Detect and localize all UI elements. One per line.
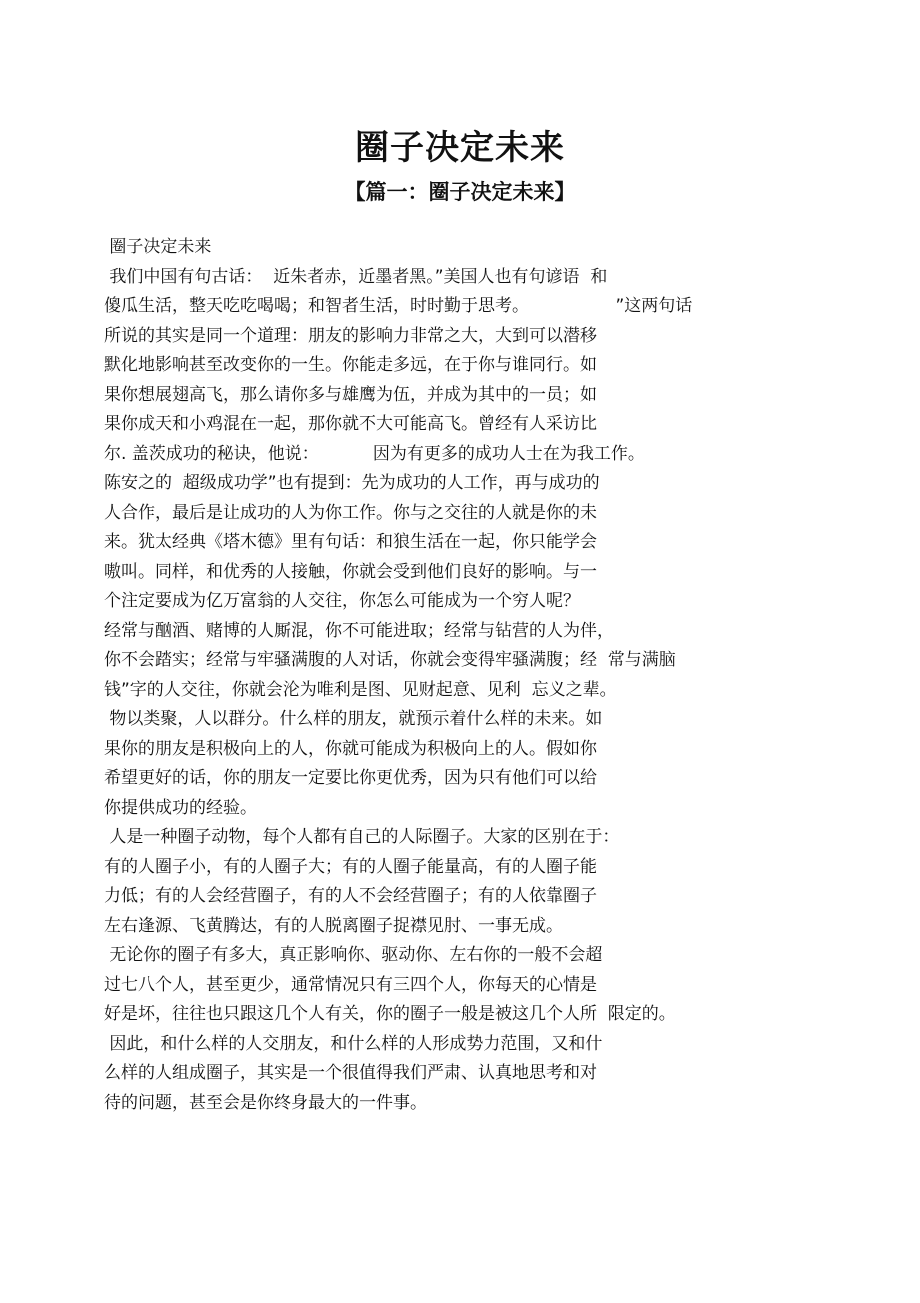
text-line: 个注定要成为亿万富翁的人交往，你怎么可能成为一个穷人呢？ (104, 591, 580, 611)
document-body (104, 233, 804, 1118)
text-line: 圈子决定未来 (104, 237, 212, 257)
text-line: 钱”字的人交往，你就会沦为唯利是图、见财起意、见利 忘义之辈。 (104, 679, 617, 700)
text-line: 你不会踏实；经常与牢骚满腹的人对话，你就会变得牢骚满腹；经 常与满脑 (104, 650, 676, 670)
text-line: 人合作，最后是让成功的人为你工作。你与之交往的人就是你的未 (104, 502, 597, 523)
text-line: 嗷叫。同样，和优秀的人接触，你就会受到他们良好的影响。与一 (104, 561, 597, 582)
text-line: 么样的人组成圈子，其实是一个很值得我们严肃、认真地思考和对 (104, 1063, 597, 1083)
text-line: 果你想展翅高飞，那么请你多与雄鹰为伍，并成为其中的一员；如 (104, 384, 597, 405)
text-line: 来。犹太经典《塔木德》里有句话：和狼生活在一起，你只能学会 (104, 532, 597, 552)
text-line: 有的人圈子小，有的人圈子大；有的人圈子能量高，有的人圈子能 (104, 856, 597, 877)
text-line: 默化地影响甚至改变你的一生。你能走多远，在于你与谁同行。如 (104, 355, 597, 375)
page-title: 圈子决定未来 (355, 128, 565, 168)
text-line: 左右逢源、飞黄腾达，有的人脱离圈子捉襟见肘、一事无成。 (104, 915, 563, 936)
text-line: 所说的其实是同一个道理：朋友的影响力非常之大，大到可以潜移 (104, 325, 597, 346)
text-line: 好是坏，往往也只跟这几个人有关，你的圈子一般是被这几个人所 限定的。 (104, 1004, 676, 1024)
text-line: 傻瓜生活，整天吃吃喝喝；和智者生活，时时勤于思考。 ”这两句话 (104, 296, 693, 316)
text-line: 尔. 盖茨成功的秘诀，他说： 因为有更多的成功人士在为我工作。 (104, 443, 645, 464)
section-heading: 【篇一：圈子决定未来】 (344, 180, 576, 204)
text-line: 陈安之的 超级成功学”也有提到：先为成功的人工作，再与成功的 (104, 473, 600, 493)
text-line: 过七八个人，甚至更少，通常情况只有三四个人，你每天的心情是 (104, 974, 597, 995)
text-line: 希望更好的话，你的朋友一定要比你更优秀，因为只有他们可以给 (104, 768, 597, 788)
text-line: 经常与酗酒、赌博的人厮混，你不可能进取；经常与钻营的人为伴， (104, 620, 614, 641)
text-line: 我们中国有句古话： 近朱者赤，近墨者黑。”美国人也有句谚语 和 (104, 266, 608, 287)
text-line: 果你成天和小鸡混在一起，那你就不大可能高飞。曾经有人采访比 (104, 414, 597, 434)
text-line: 待的问题，甚至会是你终身最大的一件事。 (104, 1092, 427, 1113)
text-line: 力低；有的人会经营圈子，有的人不会经营圈子；有的人依靠圈子 (104, 886, 597, 906)
text-line: 无论你的圈子有多大，真正影响你、驱动你、左右你的一般不会超 (104, 945, 603, 965)
text-line: 因此，和什么样的人交朋友，和什么样的人形成势力范围，又和什 (104, 1033, 603, 1054)
text-line: 人是一种圈子动物，每个人都有自己的人际圈子。大家的区别在于： (104, 827, 620, 847)
text-line: 果你的朋友是积极向上的人，你就可能成为积极向上的人。假如你 (104, 738, 597, 759)
text-line: 你提供成功的经验。 (104, 797, 257, 818)
text-line: 物以类聚，人以群分。什么样的朋友，就预示着什么样的未来。如 (104, 709, 603, 729)
